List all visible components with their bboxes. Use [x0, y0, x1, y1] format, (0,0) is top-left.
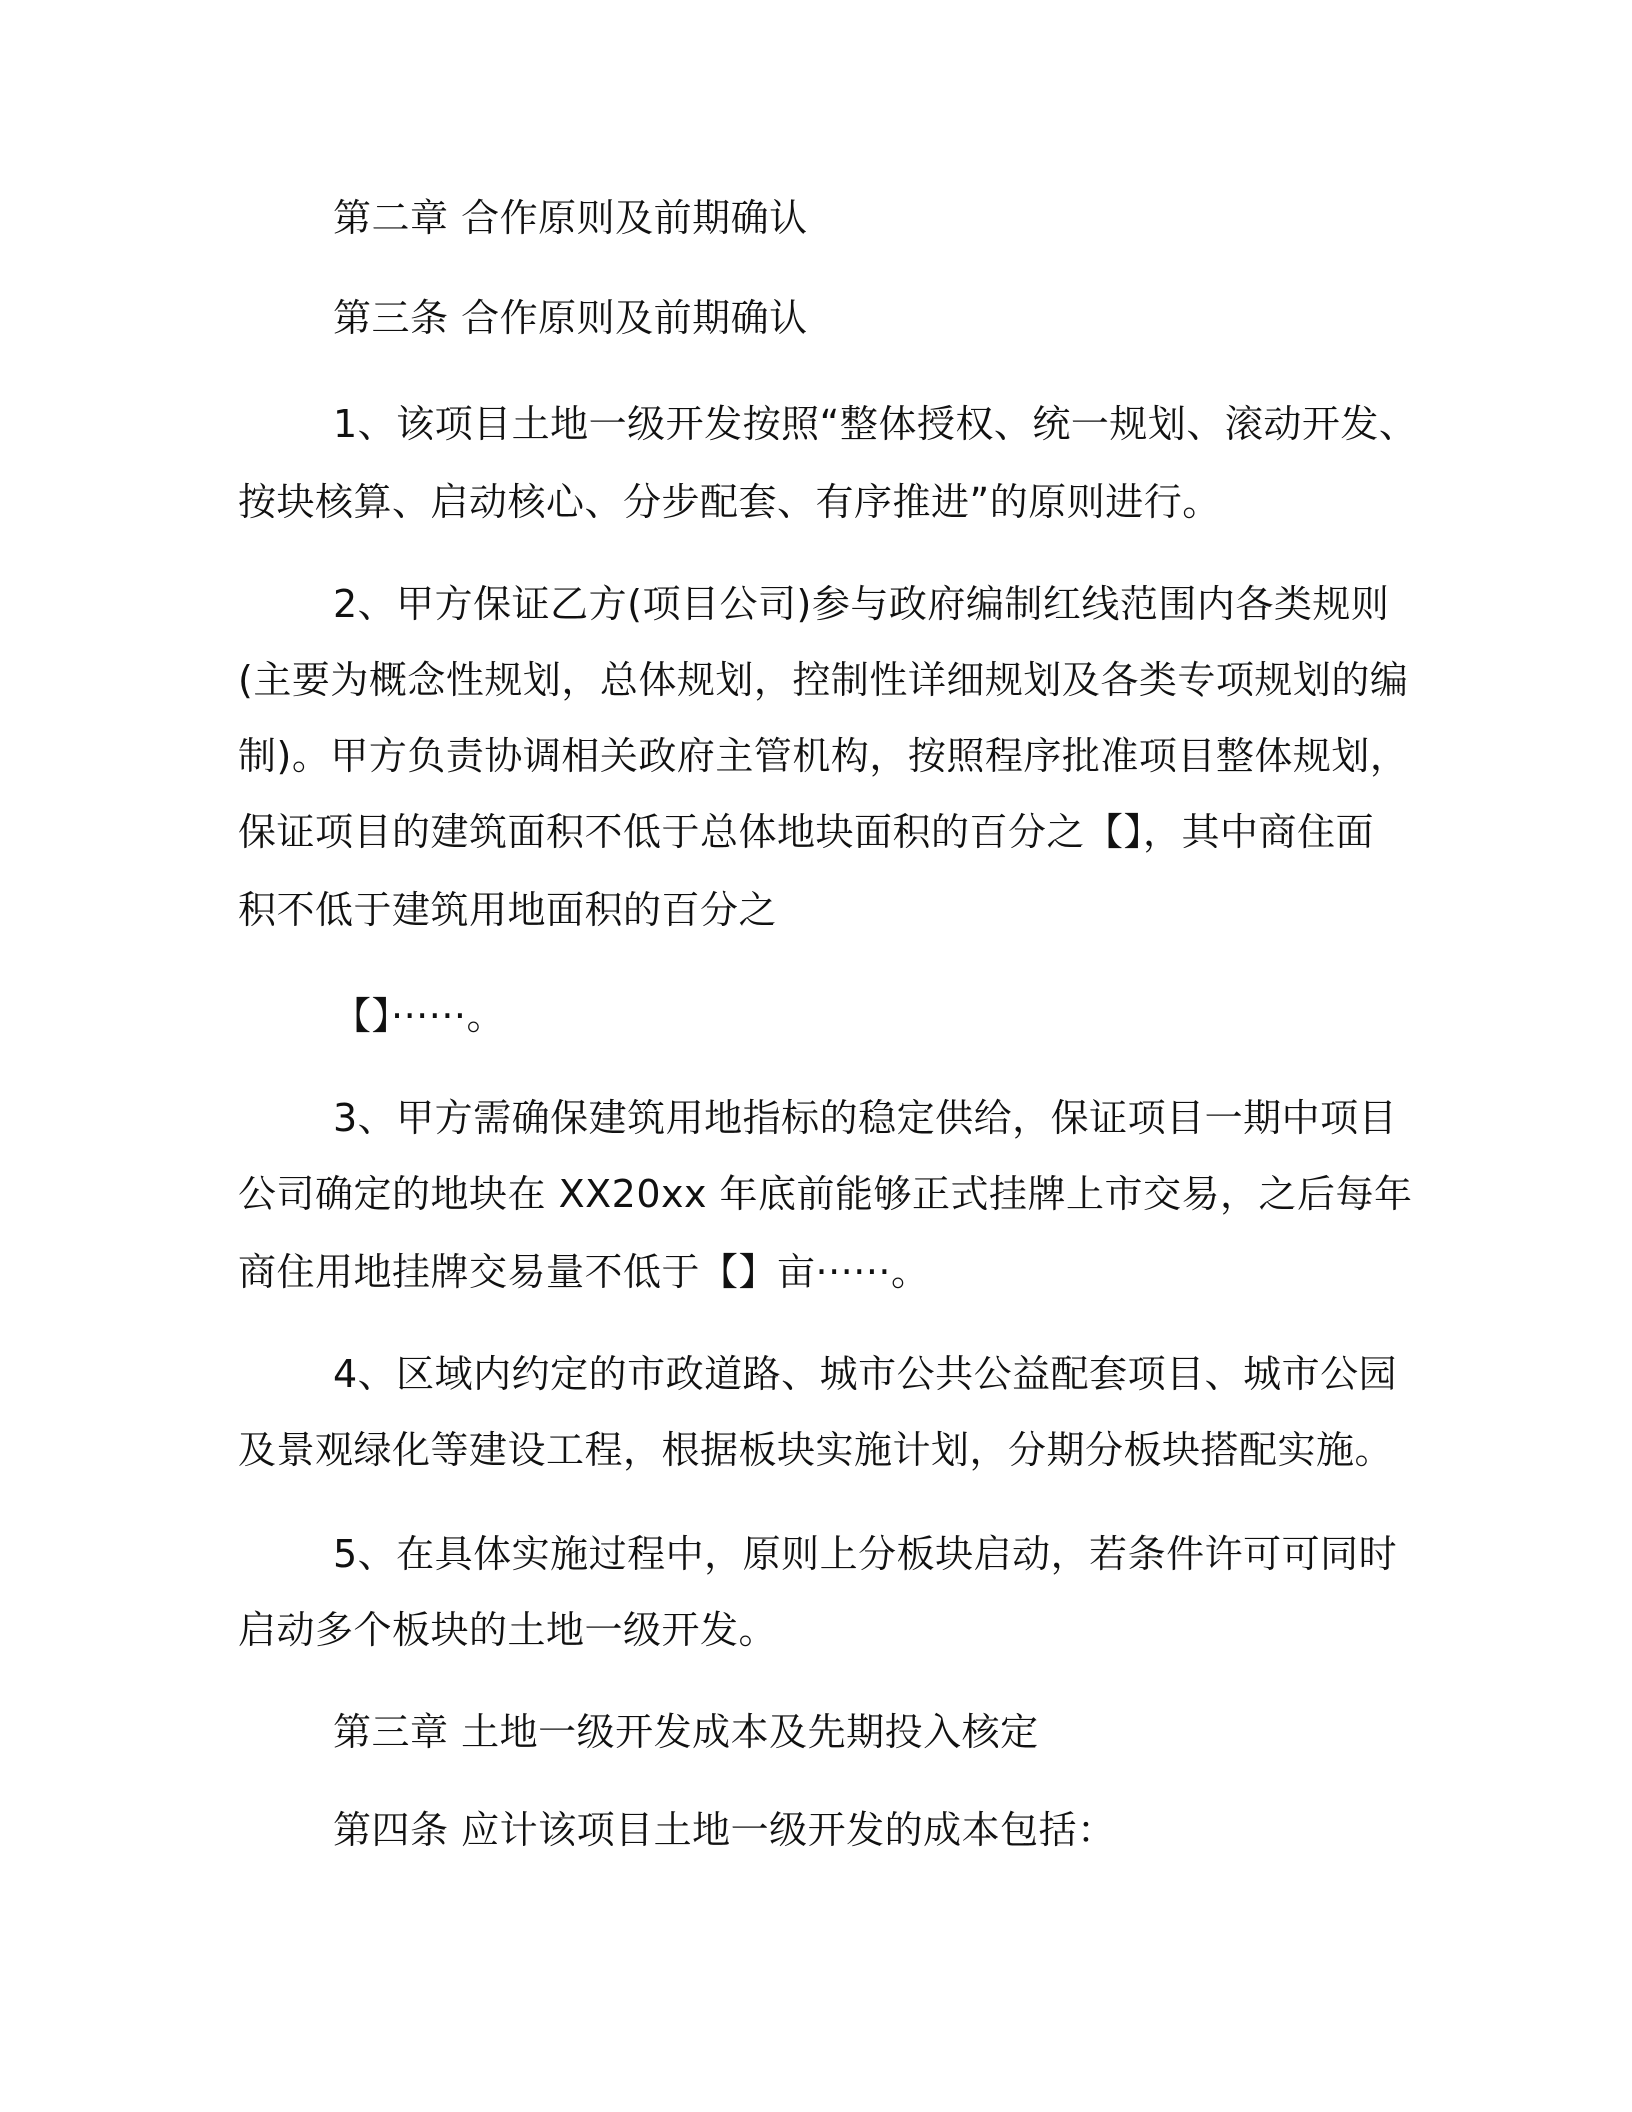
paragraph-line: (主要为概念性规划，总体规划，控制性详细规划及各类专项规划的编 — [238, 658, 1409, 702]
paragraph-line: 及景观绿化等建设工程，根据板块实施计划，分期分板块搭配实施。 — [238, 1428, 1394, 1472]
paragraph-line: 制)。甲方负责协调相关政府主管机构，按照程序批准项目整体规划， — [238, 734, 1409, 778]
chapter-heading: 第三章 土地一级开发成本及先期投入核定 — [333, 1710, 1039, 1754]
article-heading: 第四条 应计该项目土地一级开发的成本包括： — [333, 1808, 1116, 1852]
paragraph-line: 【】······。 — [333, 994, 505, 1038]
paragraph-line: 1、该项目土地一级开发按照“整体授权、统一规划、滚动开发、 — [333, 402, 1418, 446]
paragraph-line: 3、甲方需确保建筑用地指标的稳定供给，保证项目一期中项目 — [333, 1096, 1398, 1140]
paragraph-line: 公司确定的地块在 XX20xx 年底前能够正式挂牌上市交易，之后每年 — [238, 1172, 1413, 1216]
paragraph-line: 启动多个板块的土地一级开发。 — [238, 1608, 778, 1652]
paragraph-line: 按块核算、启动核心、分步配套、有序推进”的原则进行。 — [238, 480, 1221, 524]
article-heading: 第三条 合作原则及前期确认 — [333, 296, 808, 340]
chapter-heading: 第二章 合作原则及前期确认 — [333, 196, 808, 240]
paragraph-line: 保证项目的建筑面积不低于总体地块面积的百分之【】，其中商住面 — [238, 810, 1375, 854]
paragraph-line: 积不低于建筑用地面积的百分之 — [238, 888, 778, 932]
paragraph-line: 4、区域内约定的市政道路、城市公共公益配套项目、城市公园 — [333, 1352, 1398, 1396]
paragraph-line: 5、在具体实施过程中，原则上分板块启动，若条件许可可同时 — [333, 1532, 1398, 1576]
paragraph-line: 商住用地挂牌交易量不低于【】亩······。 — [238, 1250, 930, 1294]
paragraph-line: 2、甲方保证乙方(项目公司)参与政府编制红线范围内各类规则 — [333, 582, 1390, 626]
